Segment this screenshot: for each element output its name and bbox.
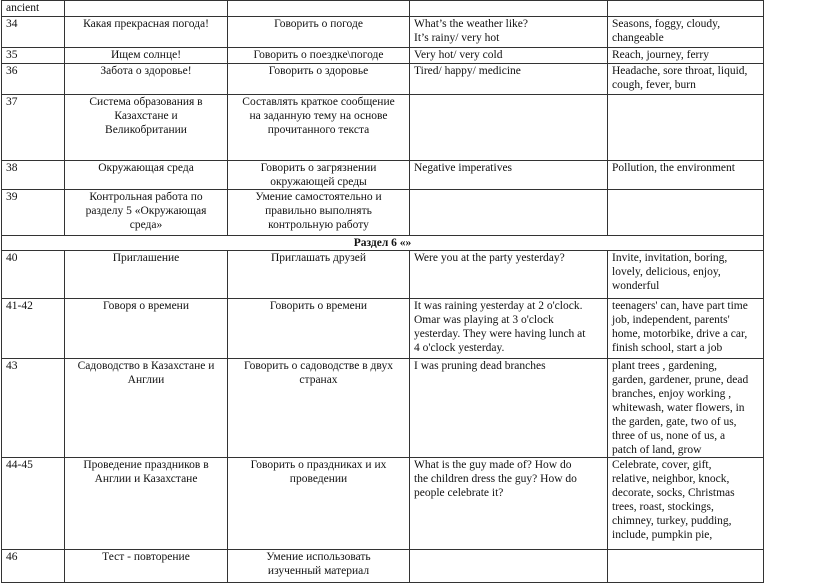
vocabulary-cell-line: decorate, socks, Christmas <box>612 487 735 499</box>
topic-cell <box>65 64 228 95</box>
lesson-number-cell: 36 <box>2 64 65 95</box>
lesson-number-cell: 43 <box>2 359 65 458</box>
grammar-cell-line: Very hot/ very cold <box>414 49 503 61</box>
goal-cell <box>228 17 410 48</box>
vocabulary-cell <box>608 359 764 458</box>
vocabulary-cell <box>608 64 764 95</box>
empty-cell <box>410 1 608 17</box>
topic-cell <box>65 17 228 48</box>
goal-cell-line: Говорить о загрязнении <box>260 162 377 174</box>
grammar-cell-line: people celebrate it? <box>414 487 504 499</box>
grammar-cell-line: Tired/ happy/ medicine <box>414 65 521 77</box>
goal-cell-line: правильно выполнять <box>265 205 372 217</box>
vocabulary-cell-line: Reach, journey, ferry <box>612 49 709 61</box>
topic-cell-line: Какая прекрасная погода! <box>83 18 209 30</box>
goal-cell-line: Говорить о праздниках и их <box>250 459 387 471</box>
goal-cell-line: изученный материал <box>267 565 370 577</box>
goal-cell-line: Говорить о времени <box>269 300 368 312</box>
goal-cell-line: проведении <box>289 473 348 485</box>
topic-cell-line: Англии и Казахстане <box>94 473 198 485</box>
lesson-number-cell: 38 <box>2 161 65 190</box>
lesson-number-cell: 39 <box>2 190 65 236</box>
table-row <box>2 64 764 95</box>
topic-cell-line: Контрольная работа по <box>89 191 203 203</box>
topic-cell-line: Говоря о времени <box>102 300 189 312</box>
vocabulary-cell-line: branches, enjoy working , <box>612 388 732 400</box>
topic-cell-line: Ищем солнце! <box>110 49 182 61</box>
vocabulary-cell-line: home, motorbike, drive a car, <box>612 328 748 340</box>
section-header-row <box>2 236 764 251</box>
goal-cell <box>228 458 410 550</box>
vocabulary-cell-line: Invite, invitation, boring, <box>612 252 728 264</box>
topic-cell-line: Система образования в <box>89 96 203 108</box>
topic-cell-line: Приглашение <box>112 252 180 264</box>
vocabulary-cell-line: three of us, none of us, a <box>612 430 726 442</box>
grammar-cell <box>410 190 608 236</box>
vocabulary-cell-line: garden, gardener, prune, dead <box>612 374 749 386</box>
lesson-number-cell: 35 <box>2 48 65 64</box>
goal-cell <box>228 299 410 359</box>
goal-cell-line: странах <box>299 374 338 386</box>
vocabulary-cell <box>608 161 764 190</box>
lesson-plan-table <box>1 0 764 583</box>
vocabulary-cell-line: wonderful <box>612 280 660 292</box>
vocabulary-cell-line: Headache, sore throat, liquid, <box>612 65 748 77</box>
topic-cell <box>65 458 228 550</box>
topic-cell-line: разделу 5 «Окружающая <box>85 205 207 217</box>
goal-cell-line: Говорить о погоде <box>274 18 363 30</box>
table-row <box>2 17 764 48</box>
lesson-number-cell: 44-45 <box>2 458 65 550</box>
grammar-cell-line: yesterday. They were having lunch at <box>414 328 586 340</box>
goal-cell <box>228 64 410 95</box>
vocabulary-cell-line: patch of land, grow <box>612 444 702 456</box>
grammar-cell <box>410 64 608 95</box>
vocabulary-cell-line: trees, roast, stockings, <box>612 501 714 513</box>
table-row <box>2 190 764 236</box>
topic-cell <box>65 359 228 458</box>
goal-cell <box>228 190 410 236</box>
topic-cell <box>65 161 228 190</box>
grammar-cell-line: Omar was playing at 3 o'clock <box>414 314 554 326</box>
grammar-cell-line: It’s rainy/ very hot <box>414 32 500 44</box>
grammar-cell-line: the children dress the guy? How do <box>414 473 577 485</box>
goal-cell <box>228 359 410 458</box>
table-row <box>2 48 764 64</box>
topic-cell <box>65 48 228 64</box>
topic-cell <box>65 251 228 299</box>
grammar-cell <box>410 17 608 48</box>
grammar-cell <box>410 299 608 359</box>
vocabulary-cell-line: Pollution, the environment <box>612 162 735 174</box>
table-row <box>2 95 764 161</box>
vocabulary-cell <box>608 251 764 299</box>
vocabulary-cell-line: whitewash, water flowers, in <box>612 402 745 414</box>
goal-cell-line: Говорить о поездке\погоде <box>253 49 384 61</box>
goal-cell-line: Говорить о здоровье <box>268 65 369 77</box>
goal-cell-line: окружающей среды <box>270 176 367 188</box>
topic-cell-line: Проведение праздников в <box>83 459 209 471</box>
vocabulary-cell-line: chimney, turkey, pudding, <box>612 515 732 527</box>
vocabulary-cell-line: lovely, delicious, enjoy, <box>612 266 721 278</box>
vocabulary-cell-line: the garden, gate, two of us, <box>612 416 737 428</box>
grammar-cell <box>410 458 608 550</box>
topic-cell <box>65 550 228 583</box>
grammar-cell <box>410 161 608 190</box>
topic-cell-line: Великобритании <box>105 124 187 136</box>
vocabulary-cell <box>608 550 764 583</box>
grammar-cell-line: It was raining yesterday at 2 o'clock. <box>414 300 583 312</box>
vocabulary-cell <box>608 48 764 64</box>
vocabulary-cell-line: teenagers' can, have part time <box>612 300 748 312</box>
vocabulary-cell-line: finish school, start a job <box>612 342 723 354</box>
goal-cell <box>228 550 410 583</box>
goal-cell <box>228 251 410 299</box>
empty-cell <box>65 1 228 17</box>
goal-cell-line: Приглашать друзей <box>271 252 366 264</box>
goal-cell <box>228 95 410 161</box>
lesson-number-cell: 40 <box>2 251 65 299</box>
vocabulary-cell <box>608 299 764 359</box>
vocabulary-cell-line: cough, fever, burn <box>612 79 696 91</box>
topic-cell <box>65 299 228 359</box>
lesson-number-cell: 34 <box>2 17 65 48</box>
topic-cell-line: Садоводство в Казахстане и <box>77 360 215 372</box>
goal-cell-line: Говорить о садоводстве в двух <box>244 360 393 372</box>
topic-cell <box>65 190 228 236</box>
grammar-cell-line: Were you at the party yesterday? <box>414 252 565 264</box>
table-row <box>2 161 764 190</box>
goal-cell <box>228 48 410 64</box>
vocabulary-cell-line: changeable <box>612 32 664 44</box>
grammar-cell-line: I was pruning dead branches <box>414 360 546 372</box>
grammar-cell-line: What’s the weather like? <box>414 18 528 30</box>
lesson-number-cell: 37 <box>2 95 65 161</box>
topic-cell-line: среда» <box>129 219 163 231</box>
vocabulary-cell-line: relative, neighbor, knock, <box>612 473 730 485</box>
lesson-number-cell: 41-42 <box>2 299 65 359</box>
goal-cell-line: Умение использовать <box>266 551 371 563</box>
empty-cell <box>228 1 410 17</box>
grammar-cell-line: What is the guy made of? How do <box>414 459 572 471</box>
top-fragment-cell: ancient <box>2 1 65 17</box>
table-row <box>2 359 764 458</box>
grammar-cell-line: Negative imperatives <box>414 162 513 174</box>
table-row-top <box>2 1 764 17</box>
grammar-cell <box>410 251 608 299</box>
vocabulary-cell <box>608 95 764 161</box>
table-row <box>2 299 764 359</box>
vocabulary-cell-line: job, independent, parents' <box>612 314 730 326</box>
table-row <box>2 251 764 299</box>
goal-cell-line: Умение самостоятельно и <box>255 191 382 203</box>
topic-cell <box>65 95 228 161</box>
topic-cell-line: Забота о здоровье! <box>100 65 192 77</box>
vocabulary-cell-line: plant trees , gardening, <box>612 360 718 372</box>
vocabulary-cell-line: Celebrate, cover, gift, <box>612 459 712 471</box>
lesson-number-cell: 46 <box>2 550 65 583</box>
goal-cell-line: прочитанного текста <box>267 124 370 136</box>
goal-cell-line: на заданную тему на основе <box>249 110 388 122</box>
topic-cell-line: Казахстане и <box>114 110 178 122</box>
vocabulary-cell-line: Seasons, foggy, cloudy, <box>612 18 721 30</box>
table-body <box>2 1 764 583</box>
goal-cell-line: контрольную работу <box>268 219 369 231</box>
topic-cell-line: Окружающая среда <box>98 162 194 174</box>
vocabulary-cell <box>608 458 764 550</box>
goal-cell-line: Составлять краткое сообщение <box>242 96 395 108</box>
vocabulary-cell <box>608 190 764 236</box>
goal-cell <box>228 161 410 190</box>
table-row <box>2 550 764 583</box>
grammar-cell <box>410 550 608 583</box>
table-row <box>2 458 764 550</box>
grammar-cell-line: 4 o'clock yesterday. <box>414 342 505 354</box>
empty-cell <box>608 1 764 17</box>
vocabulary-cell <box>608 17 764 48</box>
vocabulary-cell-line: include, pumpkin pie, <box>612 529 713 541</box>
grammar-cell <box>410 48 608 64</box>
section-title: Раздел 6 «» <box>2 236 764 251</box>
topic-cell-line: Англии <box>127 374 165 386</box>
topic-cell-line: Тест - повторение <box>102 551 190 563</box>
grammar-cell <box>410 359 608 458</box>
grammar-cell <box>410 95 608 161</box>
